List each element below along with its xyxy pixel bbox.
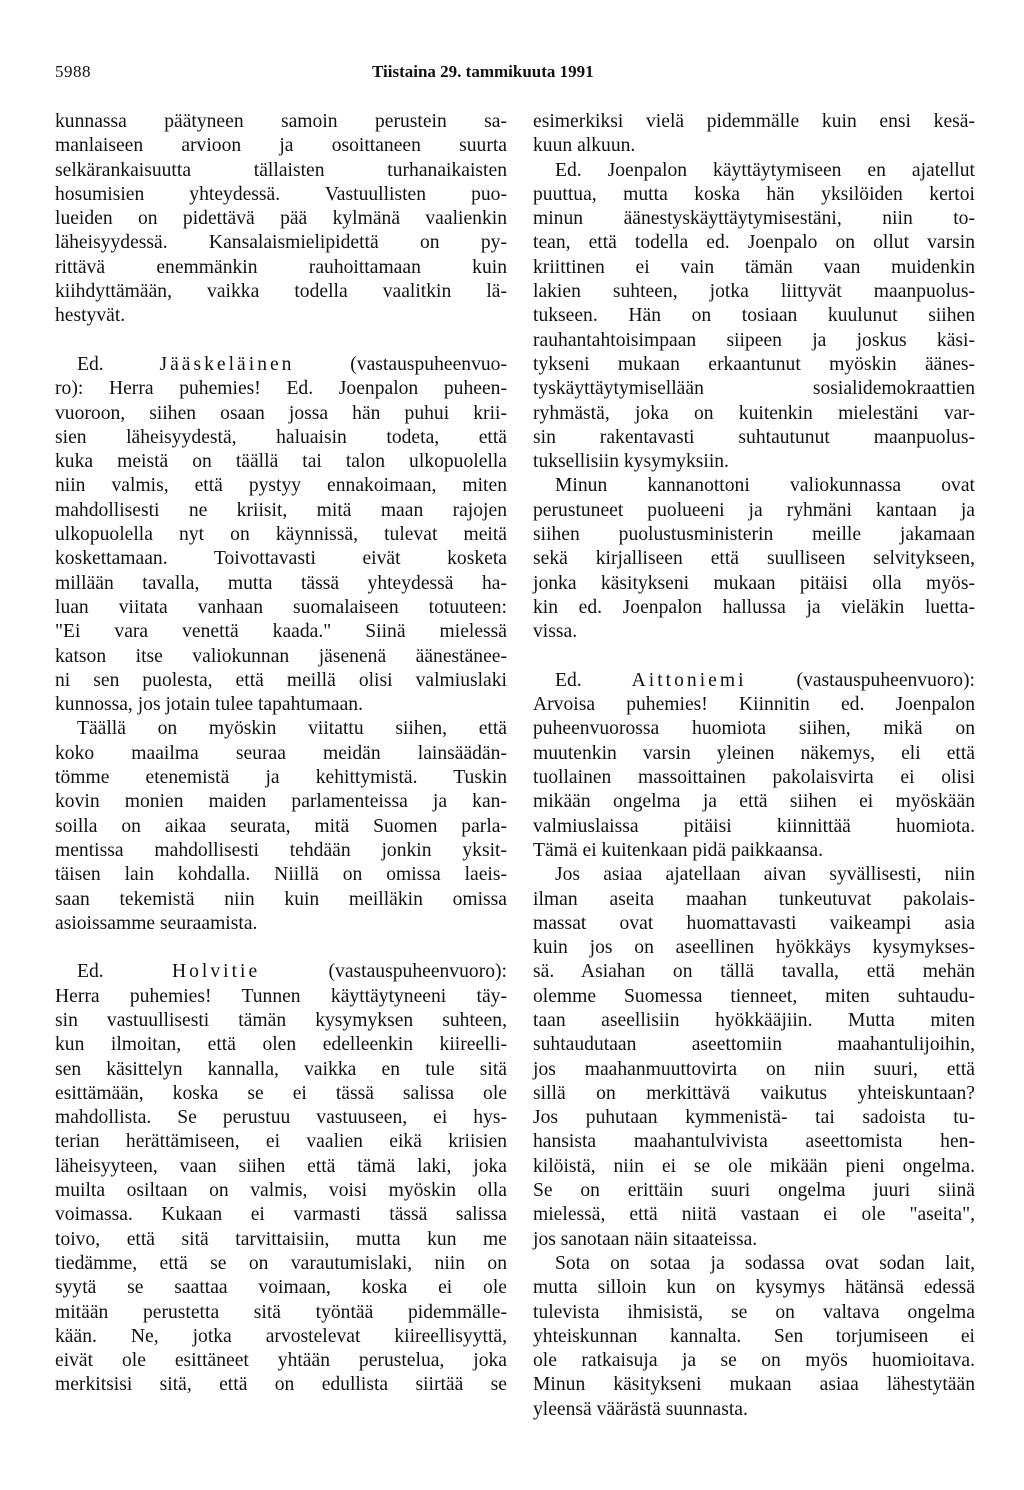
text-line: rittävä enemmänkin rauhoittamaan kuin xyxy=(55,256,507,278)
text-line: mutta silloin kun on kysymys hätänsä edessä xyxy=(533,1277,975,1299)
text-line: asioissamme seuraamista. xyxy=(55,912,258,934)
text-line: tuksellisiin kysymyksiin. xyxy=(533,451,729,473)
text-line: kun ilmoitan, että olen edelleenkin kiireelli- xyxy=(55,1034,507,1056)
speaker-name: Aittoniemi xyxy=(631,669,747,691)
text-line: kunnossa, jos jotain tulee tapahtumaan. xyxy=(55,694,363,716)
text-line: jos sanotaan näin sitaateissa. xyxy=(533,1228,758,1250)
text-line: esittämään, koska se ei tässä salissa ole xyxy=(55,1082,507,1104)
text-line: sin rakentavasti suhtautunut maanpuolus- xyxy=(533,426,975,448)
text-line: mentissa mahdollisesti tehdään jonkin yksit- xyxy=(55,839,507,861)
text-line: taan aseellisiin hyökkääjiin. Mutta miten xyxy=(533,1009,975,1031)
text-line: koskettamaan. Toivottavasti eivät kosketa xyxy=(55,548,507,570)
text-line xyxy=(533,669,975,693)
text-line: ilman aseita maahan tunkeutuvat pakolais- xyxy=(533,888,975,910)
text-line: Minun kannanottoni valiokunnassa ovat xyxy=(555,475,975,497)
text-line: esimerkiksi vielä pidemmälle kuin ensi kesä- xyxy=(533,111,975,132)
text-line: kuin jos on aseellinen hyökkäys kysymykses- xyxy=(533,937,975,959)
text-line: tulevista ihmisistä, se on valtava ongelma xyxy=(533,1301,975,1323)
text-line: saan tekemistä niin kuin meilläkin omissa xyxy=(55,888,507,910)
text-line: Sota on sotaa ja sodassa ovat sodan lait, xyxy=(555,1252,975,1274)
paragraph-gap xyxy=(55,936,507,960)
text-line: mikään ongelma ja että siihen ei myöskään xyxy=(533,791,975,813)
text-line: sä. Asiahan on tällä tavalla, että mehän xyxy=(533,961,975,983)
speaker-remark: (vastauspuheenvuoro): xyxy=(746,669,975,691)
text-line: kään. Ne, jotka arvostelevat kiireellisyyttä, xyxy=(55,1325,507,1347)
text-line: soilla on aikaa seurata, mitä Suomen parla- xyxy=(55,815,507,837)
text-line: hosumisien yhteydessä. Vastuullisten puo- xyxy=(55,183,507,205)
text-line: tyskäyttäytymisellään sosialidemokraattien xyxy=(533,378,975,400)
text-line: suhtaudutaan aseettomiin maahantulijoihin, xyxy=(533,1034,975,1056)
text-line: "Ei vara venettä kaada." Siinä mielessä xyxy=(55,621,507,643)
text-line xyxy=(55,960,507,984)
speaker-prefix: Ed. xyxy=(77,961,172,983)
text-line: läheisyyteen, vaan siihen että tämä laki, joka xyxy=(55,1155,507,1177)
text-line: tean, että todella ed. Joenpalo on ollut varsin xyxy=(533,232,975,254)
text-line: ulkopuolella nyt on käynnissä, tulevat meitä xyxy=(55,524,507,546)
text-line: sillä on merkittävä vaikutus yhteiskuntaan? xyxy=(533,1082,975,1104)
speaker-prefix: Ed. xyxy=(77,353,160,375)
text-line: tuollainen massoittainen pakolaisvirta ei olisi xyxy=(533,767,975,789)
text-line: yleensä väärästä suunnasta. xyxy=(533,1398,748,1420)
text-line: katson itse valiokunnan jäsenenä äänestänee- xyxy=(55,645,507,667)
text-line: sen käsittelyn kannalla, vaikka en tule sitä xyxy=(55,1058,507,1080)
text-line: puuttua, mutta koska hän yksilöiden kertoi xyxy=(533,183,975,205)
text-line: kovin monien maiden parlamenteissa ja kan- xyxy=(55,791,507,813)
text-line: mielessä, että niitä vastaan ei ole "aseita", xyxy=(533,1204,975,1226)
text-line: lakien suhteen, jotka liittyvät maanpuolus- xyxy=(533,281,975,303)
text-line: muutenkin varsin yleinen näkemys, eli että xyxy=(533,742,975,764)
text-line: kilöistä, niin ei se ole mikään pieni ongelma. xyxy=(533,1155,975,1177)
page-number: 5988 xyxy=(55,62,91,81)
text-line: kuun alkuun. xyxy=(533,135,636,157)
text-line: Jos asiaa ajatellaan aivan syvällisesti, niin xyxy=(555,864,975,886)
text-line: ryhmästä, joka on kuitenkin mielestäni var- xyxy=(533,402,975,424)
text-line: Minun käsitykseni mukaan asiaa lähestytään xyxy=(533,1374,975,1396)
text-line: mitään perustetta sitä työntää pidemmälle- xyxy=(55,1301,507,1323)
text-line: selkärankaisuutta tällaisten turhanaikaisten xyxy=(55,159,507,181)
text-line: lueiden on pidettävä pää kylmänä vaalienkin xyxy=(55,208,507,230)
text-line: yhteiskunnan kannalta. Sen torjumiseen ei xyxy=(533,1325,975,1347)
text-line: niin valmis, että pystyy ennakoimaan, miten xyxy=(55,475,507,497)
text-line: sien läheisyydestä, haluaisin todeta, että xyxy=(55,426,507,448)
speaker-remark: (vastauspuheenvuoro): xyxy=(260,961,507,983)
text-line: muilta osiltaan on valmis, voisi myöskin olla xyxy=(55,1180,507,1202)
text-line: sin vastuullisesti tämän kysymyksen suhteen, xyxy=(55,1009,507,1031)
speaker-name: Holvitie xyxy=(171,961,261,983)
text-line: tömme etenemistä ja kehittymistä. Tuskin xyxy=(55,767,507,789)
text-line: rauhantahtoisimpaan siipeen ja joskus käsi- xyxy=(533,329,975,351)
text-line: kriittinen ei vain tämän vaan muidenkin xyxy=(533,256,975,278)
text-line: mahdollista. Se perustuu vastuuseen, ei hys- xyxy=(55,1107,507,1129)
text-line: eivät ole esittäneet yhtään perustelua, joka xyxy=(55,1350,507,1372)
speaker-prefix: Ed. xyxy=(555,669,632,691)
text-line: Täällä on myöskin viitattu siihen, että xyxy=(77,718,507,740)
text-line: Ed. Joenpalon käyttäytymiseen en ajatellut xyxy=(555,159,975,181)
text-line: toivo, että sitä tarvittaisiin, mutta kun me xyxy=(55,1228,507,1250)
text-line: ole ratkaisuja ja se on myös huomioitava. xyxy=(533,1350,975,1372)
text-line: luan viitata vanhaan suomalaiseen totuuteen: xyxy=(55,596,507,618)
text-line: perustuneet puolueeni ja ryhmäni kantaan ja xyxy=(533,499,975,521)
text-line: jonka käsitykseni mukaan pitäisi olla myös- xyxy=(533,572,975,594)
paragraph-gap xyxy=(533,645,975,669)
text-line: kiihdyttämään, vaikka todella vaalitkin lä- xyxy=(55,281,507,303)
text-line: tykseni mukaan erkaantunut myöskin äänes- xyxy=(533,353,975,375)
text-line: vuoroon, siihen osaan jossa hän puhui krii- xyxy=(55,402,507,424)
speaker-remark: (vastauspuheenvuo- xyxy=(294,353,507,375)
text-line: merkitsisi sitä, että on edullista siirtää se xyxy=(55,1374,507,1396)
text-line: valmiuslaissa pitäisi kiinnittää huomiota. xyxy=(533,815,975,837)
speaker-name: Jääskeläinen xyxy=(159,353,295,375)
text-line: jos maahanmuuttovirta on niin suuri, että xyxy=(533,1058,975,1080)
text-line: kuka meistä on täällä tai talon ulkopuolella xyxy=(55,451,507,473)
text-line: hestyvät. xyxy=(55,305,126,327)
text-line: minun äänestyskäyttäytymisestäni, niin to- xyxy=(533,208,975,230)
text-line: syytä se saattaa voimaan, koska ei ole xyxy=(55,1277,507,1299)
paragraph-gap xyxy=(55,329,507,353)
text-line: tukseen. Hän on tosiaan kuulunut siihen xyxy=(533,305,975,327)
text-line: Tämä ei kuitenkaan pidä paikkaansa. xyxy=(533,839,823,861)
text-line xyxy=(55,353,507,377)
text-line: olemme Suomessa tienneet, miten suhtaudu- xyxy=(533,985,975,1007)
text-line: hansista maahantulvivista aseettomista hen- xyxy=(533,1131,975,1153)
right-text-column xyxy=(533,110,975,1422)
page-header-date: Tiistaina 29. tammikuuta 1991 xyxy=(372,62,594,81)
text-line: ni sen puolesta, että meillä olisi valmiuslaki xyxy=(55,669,507,691)
text-line: kunnassa päätyneen samoin perustein sa- xyxy=(55,111,507,132)
text-line: täisen lain kohdalla. Niillä on omissa laeis- xyxy=(55,864,507,886)
text-line: tiedämme, että se on varautumislaki, niin on xyxy=(55,1252,507,1274)
text-line: Arvoisa puhemies! Kiinnitin ed. Joenpalon xyxy=(533,694,975,716)
text-line: mahdollisesti ne kriisit, mitä maan rajojen xyxy=(55,499,507,521)
text-line: millään tavalla, mutta tässä yhteydessä ha- xyxy=(55,572,507,594)
text-line: terian herättämiseen, ei vaalien eikä kriisien xyxy=(55,1131,507,1153)
text-line: Se on erittäin suuri ongelma juuri siinä xyxy=(533,1180,975,1202)
text-line: voimassa. Kukaan ei varmasti tässä salissa xyxy=(55,1204,507,1226)
text-line: läheisyydessä. Kansalaismielipidettä on py- xyxy=(55,232,507,254)
text-line: puheenvuorossa huomiota siihen, mikä on xyxy=(533,718,975,740)
text-line: kin ed. Joenpalon hallussa ja vieläkin luetta- xyxy=(533,596,975,618)
text-line: siihen puolustusministerin meille jakamaan xyxy=(533,524,975,546)
text-line: massat ovat huomattavasti vaikeampi asia xyxy=(533,912,975,934)
text-line: vissa. xyxy=(533,621,578,643)
left-text-column xyxy=(55,110,507,1398)
text-line: sekä kirjalliseen että suulliseen selvitykseen, xyxy=(533,548,975,570)
text-line: Herra puhemies! Tunnen käyttäytyneeni täy- xyxy=(55,985,507,1007)
text-line: ro): Herra puhemies! Ed. Joenpalon puheen- xyxy=(55,378,507,400)
text-line: koko maailma seuraa meidän lainsäädän- xyxy=(55,742,507,764)
text-line: manlaiseen arvioon ja osoittaneen suurta xyxy=(55,135,507,157)
text-line: Jos puhutaan kymmenistä- tai sadoista tu- xyxy=(533,1107,975,1129)
